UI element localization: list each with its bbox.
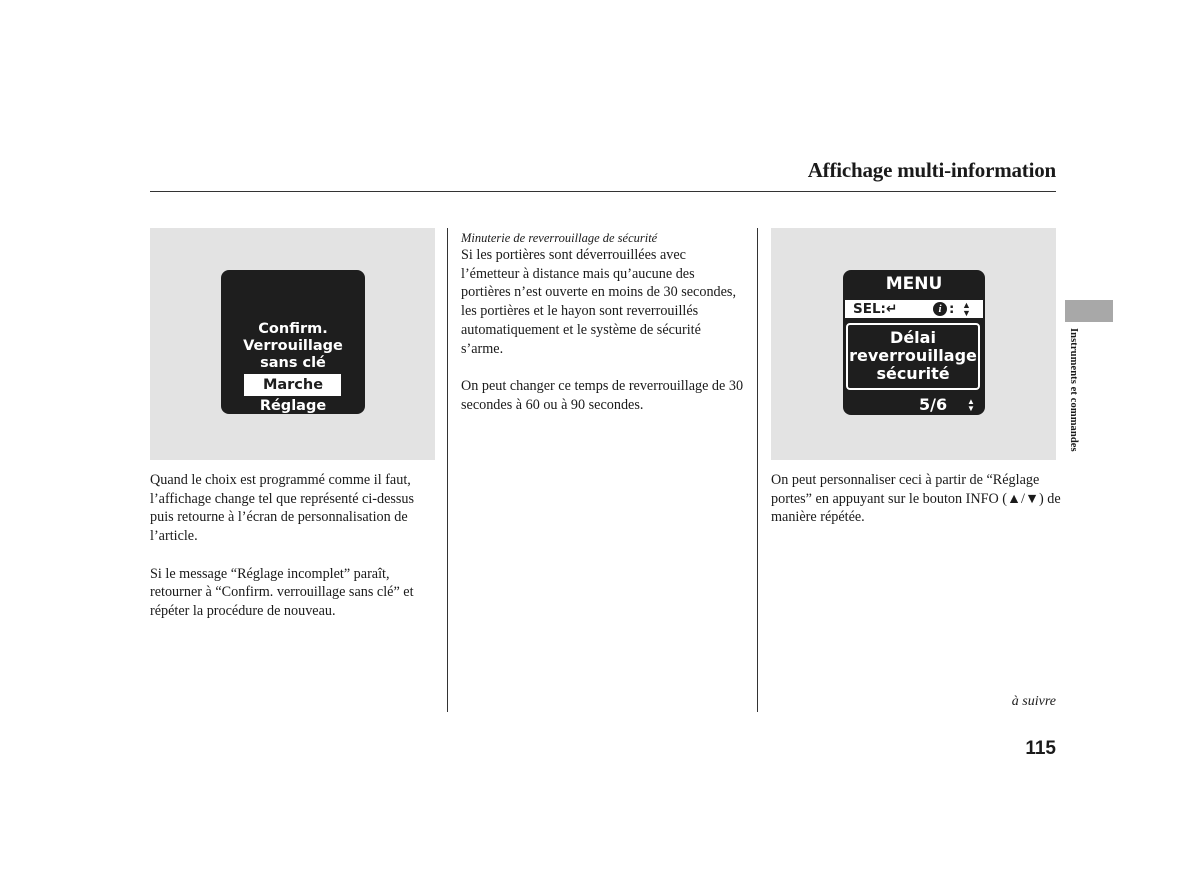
lcd-selected-option: Marche: [262, 377, 324, 393]
lcd-display-confirm: [221, 270, 365, 414]
lcd-line: reverrouillage: [849, 346, 977, 365]
middle-text-block: [461, 230, 746, 414]
page-title: Affichage multi-information: [807, 158, 1056, 182]
lcd-colon: :: [949, 301, 955, 317]
info-icon: i: [933, 302, 947, 316]
column-divider-right: [757, 228, 758, 712]
lcd-page-indicator: 5/6: [919, 395, 948, 414]
lcd-line: Verrouillage: [243, 338, 343, 354]
lcd-item-frame: [846, 323, 980, 390]
lcd-line: Délai: [890, 328, 936, 347]
section-heading: Minuterie de reverrouillage de sécurité: [461, 231, 658, 245]
page-number: 115: [1025, 738, 1056, 759]
paragraph: On peut changer ce temps de reverrouillage de 30 secondes à 60 ou à 90 secondes.: [461, 377, 744, 413]
paragraph: Quand le choix est programmé comme il faut, l’affichage change tel que représenté ci-dessus puis retourne à l’écran de personnalisation de l’article.: [150, 472, 415, 545]
lcd-line: Confirm.: [258, 321, 328, 337]
section-label: [1065, 328, 1081, 478]
lcd-line: sans clé: [260, 355, 326, 371]
paragraph: Si le message “Réglage incomplet” paraît, retourner à “Confirm. verrouillage sans clé” et répéter la procédure de nouveau.: [150, 565, 414, 619]
up-down-arrows-icon: ▲ ▼: [967, 397, 975, 413]
section-tab: [1065, 300, 1113, 322]
continued-note: à suivre: [1011, 694, 1056, 709]
right-text-block: [771, 471, 1061, 527]
lcd-line: Réglage: [259, 398, 327, 414]
lcd-select-bar: [845, 300, 983, 318]
title-rule: [150, 191, 1056, 192]
lcd-menu-title: MENU: [885, 274, 943, 294]
lcd-sel-label: SEL:↵: [853, 301, 898, 317]
left-text-block: [150, 471, 440, 621]
lcd-line: sécurité: [876, 364, 950, 383]
up-down-arrows-icon: ▲ ▼: [962, 300, 971, 318]
section-label-text: Instruments et commandes: [1068, 328, 1079, 452]
lcd-display-menu: [843, 270, 985, 415]
paragraph: Si les portières sont déverrouillées avec l’émetteur à distance mais qu’aucune des portières n’est ouverte en moins de 30 secondes, les portières et le hayon sont reverrouillés automatiquement et le système de sécurité s’arme.: [461, 247, 737, 357]
paragraph: On peut personnaliser ceci à partir de “Réglage portes” en appuyant sur le bouton INFO (▲/▼) de manière répétée.: [771, 472, 1061, 526]
column-divider-left: [447, 228, 448, 712]
